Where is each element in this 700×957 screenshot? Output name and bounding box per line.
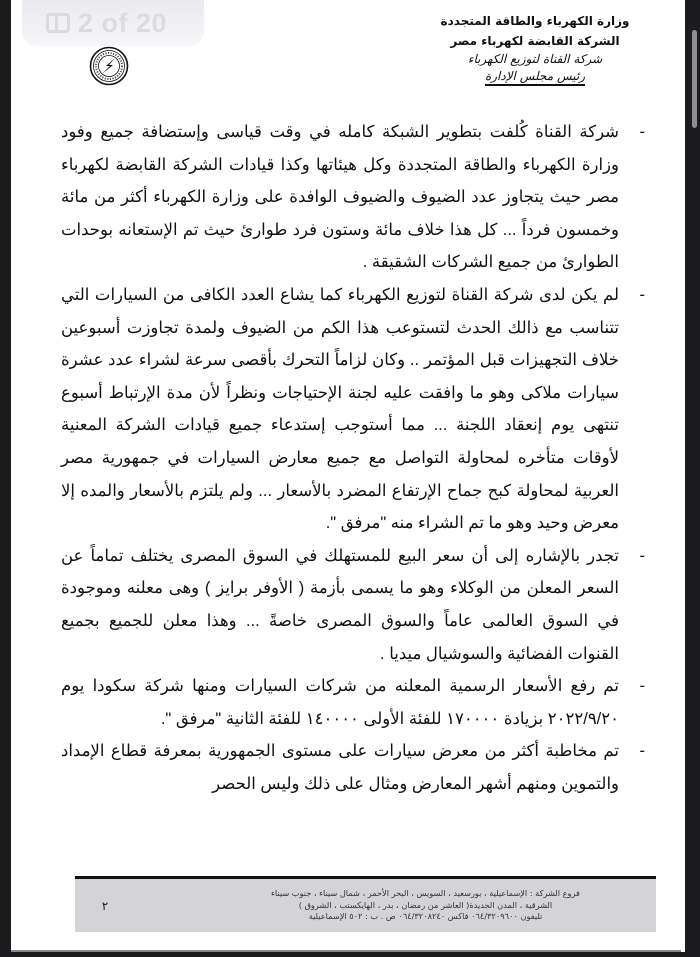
footer-branches-line: فروع الشركة : الإسماعيلية ، بورسعيد ، السويس ، البحر الأحمر ، شمال سيناء ، جنوب سيناء	[271, 888, 580, 899]
office-title-text: رئيس مجلس الإدارة	[485, 69, 585, 86]
lightning-seal-icon	[82, 46, 136, 86]
vertical-scrollbar[interactable]	[689, 0, 700, 957]
paragraph-text: لم يكن لدى شركة القناة لتوزيع الكهرباء كما يشاع العدد الكافى من السيارات التي تتناسب مع ذالك الحدث لتستوعب هذا الكم من الضيوف ولمدة تجاوزت أسبوعين خلاف التجهيزات قبل المؤتمر .. وكان لزاماً التحرك بأقصى سرعة لشراء عدد عشرة سيارات ملاكى وهو ما وافقت عليه لجنة الإحتياجات ونظراً لأن مدة الإرتباط أسبوع تنتهى يوم إنعقاد اللجنة ... مما أستوجب إستدعاء جميع قيادات الشركة المعنية لأوقات متأخره لمحاولة التواصل مع جميع معارض السيارات في جمهورية مصر العربية لمحاولة كبح جماح الإرتفاع المضرد بالأسعار ... ولم يلتزم بالأسعار والمده إلا معرض وحيد وهو ما تم الشراء منه "مرفق ".	[61, 285, 619, 533]
scrollbar-thumb[interactable]	[692, 30, 697, 128]
body-paragraph-5	[61, 735, 645, 800]
page-indicator[interactable]	[22, 0, 204, 46]
bullet-marker: -	[639, 742, 645, 761]
body-paragraph-1	[61, 116, 645, 279]
page-indicator-text: 2 of 20	[78, 7, 168, 38]
document-page	[11, 0, 685, 952]
ministry-name: وزارة الكهرباء والطاقة المتجددة	[440, 14, 630, 28]
page-edge	[11, 950, 681, 952]
holding-company-name: الشركة القابضة لكهرباء مصر	[450, 34, 620, 48]
paragraph-text: تم مخاطبة أكثر من معرض سيارات على مستوى الجمهورية بمعرفة قطاع الإمداد والتموين ومنهم أشهر المعارض ومثال على ذلك وليس الحصر	[61, 742, 619, 793]
office-title	[425, 69, 645, 83]
bullet-marker: -	[639, 285, 645, 304]
paragraph-text: شركة القناة كُلفت بتطوير الشبكة كامله في وقت قياسى وإستضافة جميع وفود وزارة الكهرباء والطاقة المتجددة وكل هيئاتها وكذا قيادات الشركة القابضة لكهرباء مصر حيث يتجاوز عدد الضيوف والضيوف الوافدة على وزارة الكهرباء أكثر من مائة وخمسون فرداً ... كل هذا خلاف مائة وستون فرد طوارئ حيث تم الإستعانه بوحدات الطوارئ من جميع الشركات الشقيقة .	[61, 123, 619, 272]
footer-new-cities-line: الشرقية ، المدن الجديدة( العاشر من رمضان ، بدر ، الهايكستب ، الشروق )	[298, 899, 553, 910]
body-paragraph-3	[61, 540, 645, 670]
bullet-marker: -	[639, 546, 645, 565]
paragraph-text: تجدر بالإشاره إلى أن سعر البيع للمستهلك في السوق المصرى يختلف تماماً عن السعر المعلن من الوكلاء وهو ما يسمى بأزمة ( الأوفر برايز ) وهى معلنه وموجودة في السوق العالمى عاماً والسوق المصرى خاصةً ... وهذا معلن للجميع بجميع القنوات الفضائية والسوشيال ميديا .	[61, 546, 619, 663]
letterhead	[425, 12, 645, 83]
footer	[75, 879, 656, 932]
footer-phone-line: تليفون ٠٦٤/٣٢٠٩٦٠٠ فاكس ٠٦٤/٣٢٠٨٢٤٠ ص . ب : ٥٠٢ الإسماعيلية	[308, 911, 543, 922]
sidebar-toggle-icon[interactable]	[46, 13, 70, 33]
company-name: شركة القناة لتوزيع الكهرباء	[467, 52, 603, 66]
body-paragraph-4	[61, 670, 645, 735]
document-body	[61, 116, 645, 800]
footer-contact	[135, 888, 656, 923]
page-number: ٢	[101, 898, 109, 913]
bullet-marker: -	[639, 123, 645, 141]
body-paragraph-2	[61, 279, 645, 540]
bullet-marker: -	[639, 677, 645, 696]
paragraph-text: تم رفع الأسعار الرسمية المعلنه من شركات السيارات ومنها شركة سكودا يوم ٢٠٢٢/٩/٢٠ بزيادة ١٧٠٠٠٠ للفئة الأولى ١٤٠٠٠٠ للفئة الثانية "مرفق ".	[61, 677, 619, 728]
